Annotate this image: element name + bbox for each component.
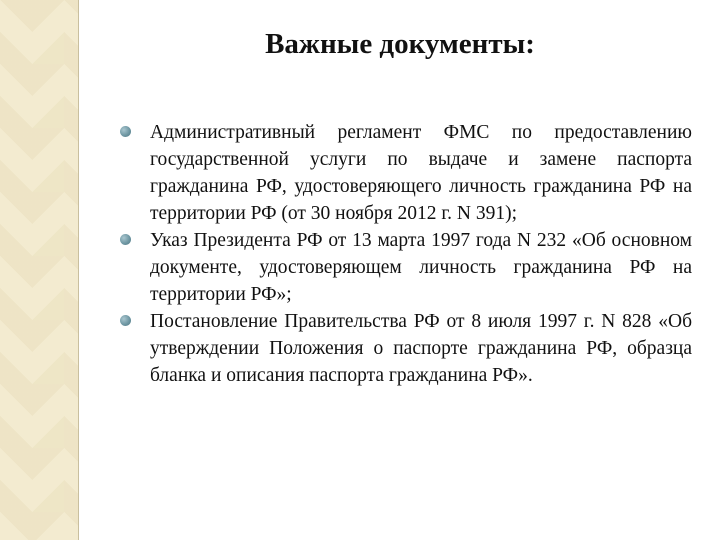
list-item <box>120 119 692 227</box>
document-list <box>120 119 692 389</box>
list-item <box>120 308 692 389</box>
bullet-icon <box>120 126 131 137</box>
list-item <box>120 227 692 308</box>
bullet-icon <box>120 315 131 326</box>
list-item-text: Указ Президента РФ от 13 марта 1997 года N 232 «Об основном документе, удостоверяющем личность гражданина РФ на территории РФ»; <box>150 230 692 305</box>
bullet-icon <box>120 234 131 245</box>
side-strip-pattern <box>0 0 78 540</box>
list-item-text: Административный регламент ФМС по предоставлению государственной услуги по выдаче и замене паспорта гражданина РФ, удостоверяющего личность гражданина РФ на территории РФ (от 30 ноября 2012 г. N 391); <box>150 122 692 224</box>
list-item-text: Постановление Правительства РФ от 8 июля 1997 г. N 828 «Об утверждении Положения о паспорте гражданина РФ, образца бланка и описания паспорта гражданина РФ». <box>150 311 692 386</box>
decorative-side-strip <box>0 0 79 540</box>
slide-title: Важные документы: <box>265 28 535 60</box>
